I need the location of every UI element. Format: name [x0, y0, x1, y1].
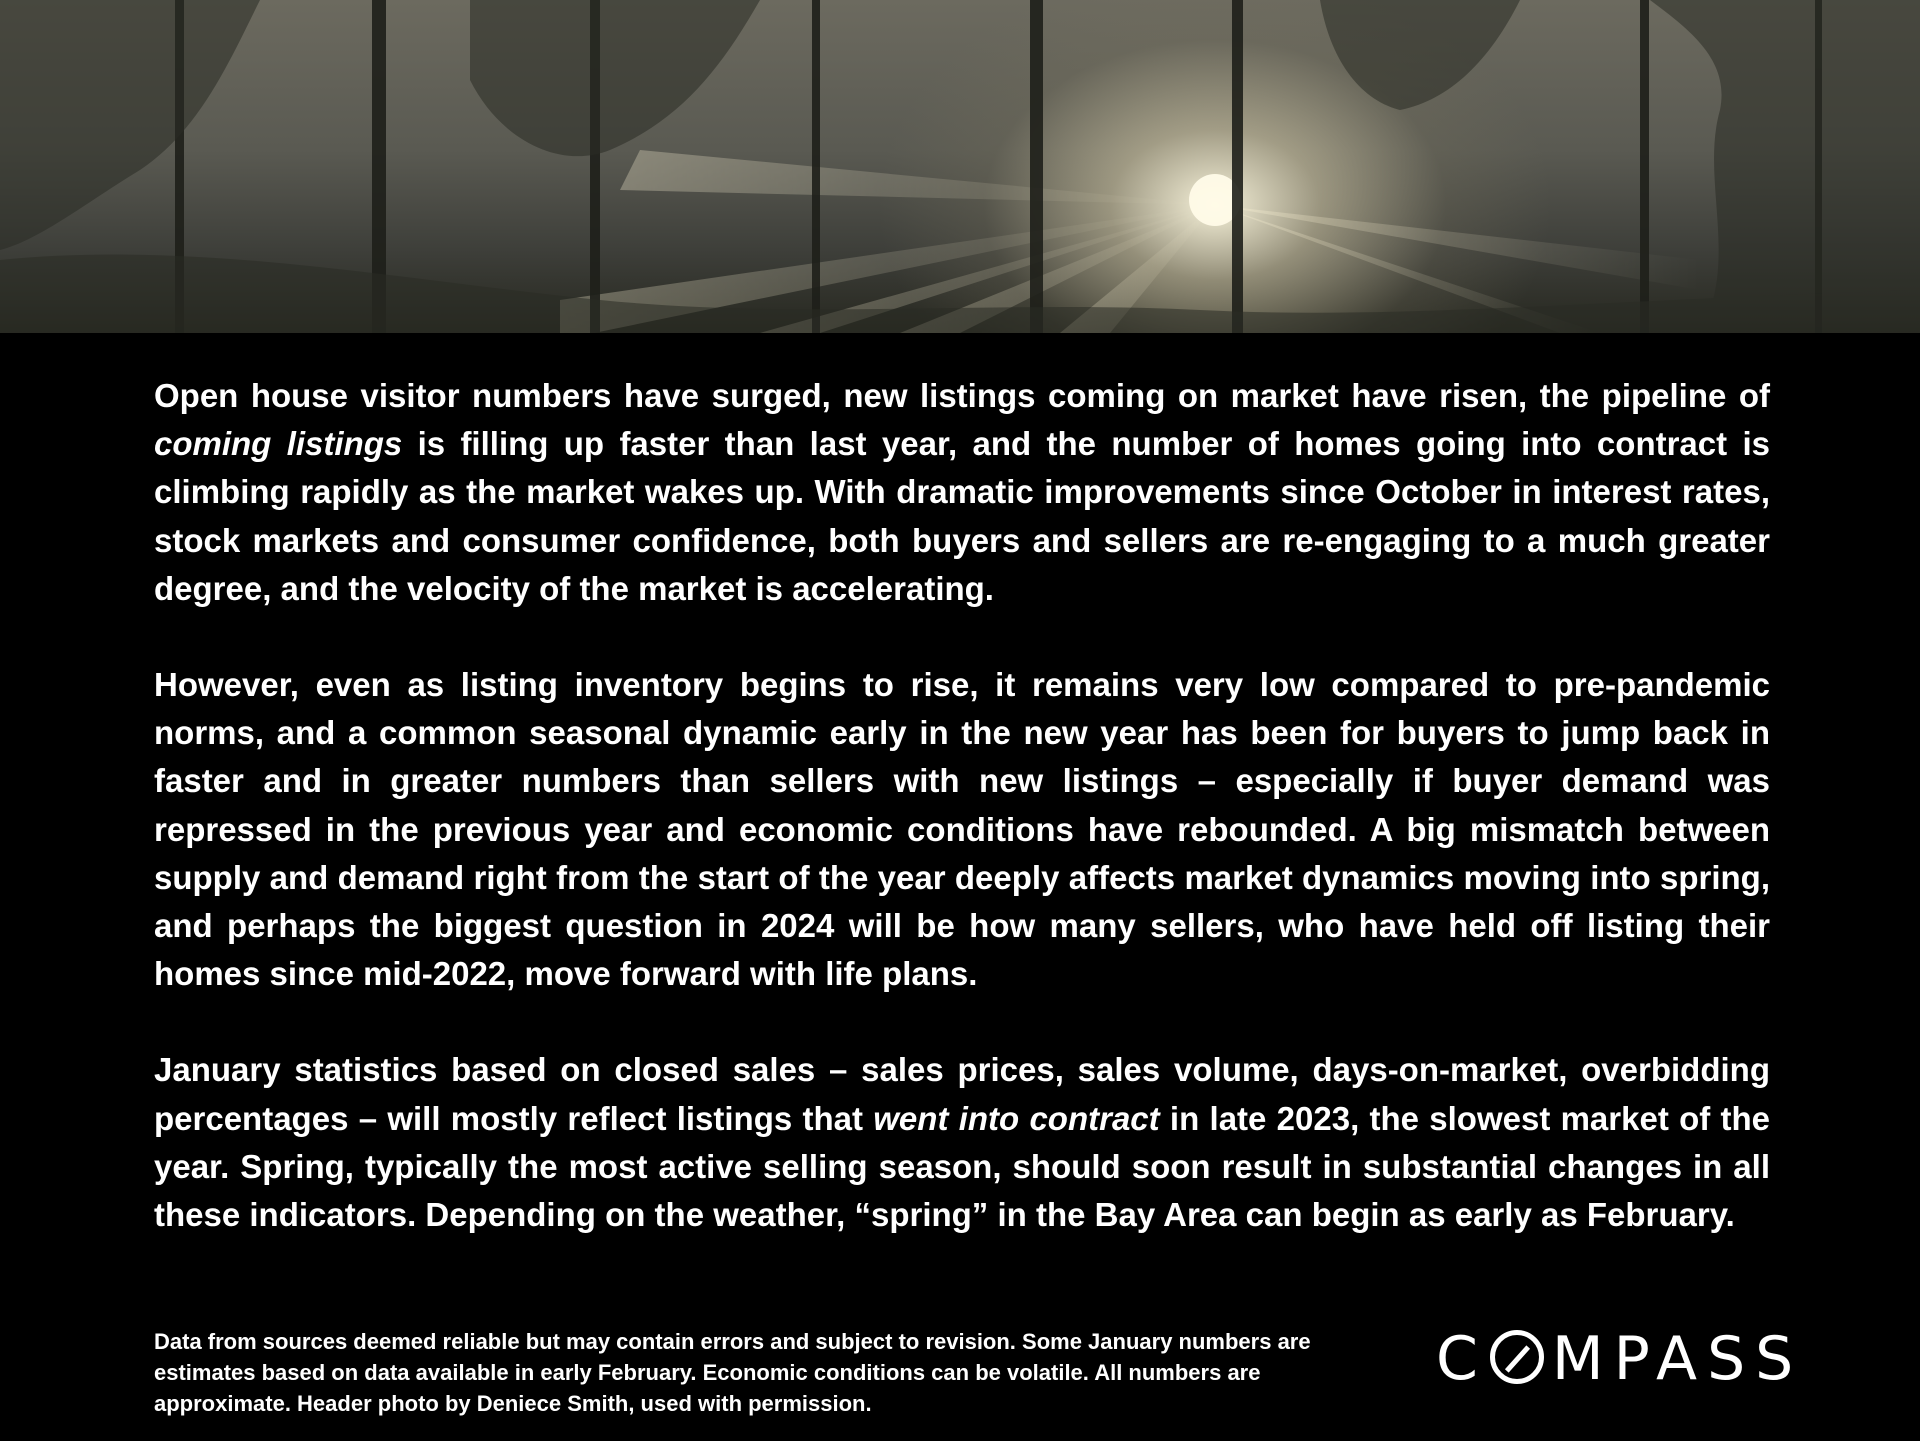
header-photo — [0, 0, 1920, 333]
logo-text-end: MPASS — [1551, 1324, 1804, 1394]
paragraph-3-part-b: in late 2023, the slowest market of the year. Spring, typically the most active selling season, should soon result in substantial changes in all these indicators. Depending on the weather, “spring” in the Bay Area can begin as early as February. — [154, 1099, 1771, 1234]
paragraph-january-statistics — [154, 1046, 1770, 1239]
forest-sunrays-photo — [0, 0, 1920, 333]
body-text — [154, 372, 1770, 1287]
paragraph-1-part-b: is filling up faster than last year, and the number of homes going into contract is climbing rapidly as the market wakes up. With dramatic improvements since October in interest rates, stock markets and consumer confidence, both buyers and sellers are re-engaging to a much greater degree, and the velocity of the market is accelerating. — [154, 425, 1771, 607]
paragraph-1-emphasis: coming listings — [154, 425, 403, 463]
logo-text-start: C — [1436, 1324, 1488, 1394]
paragraph-3-emphasis: went into contract — [873, 1099, 1160, 1137]
compass-o-icon — [1490, 1330, 1544, 1384]
paragraph-market-wakes-up — [154, 372, 1770, 613]
paragraph-inventory: However, even as listing inventory begins to rise, it remains very low compared to pre-pandemic norms, and a common seasonal dynamic early in the new year has been for buyers to jump back in faster and in greater numbers than sellers with new listings – especially if buyer demand was repressed in the previous year and economic conditions have rebounded. A big mismatch between supply and demand right from the start of the year deeply affects market dynamics moving into spring, and perhaps the biggest question in 2024 will be how many sellers, who have held off listing their homes since mid-2022, move forward with life plans. — [154, 666, 1770, 993]
paragraph-1-part-a: Open house visitor numbers have surged, new listings coming on market have risen, the pipeline of — [154, 377, 1770, 414]
paragraph-3-part-a: January statistics based on closed sales – sales prices, sales volume, days-on-market, overbidding percentages – will mostly reflect listings that — [154, 1051, 1770, 1137]
compass-logo — [1436, 1324, 1844, 1394]
disclaimer-footnote: Data from sources deemed reliable but may contain errors and subject to revision. Some January numbers are estimates based on data available in early February. Economic conditions can be volatile. All numbers are approximate. Header photo by Deniece Smith, used with permission. — [154, 1329, 1311, 1416]
